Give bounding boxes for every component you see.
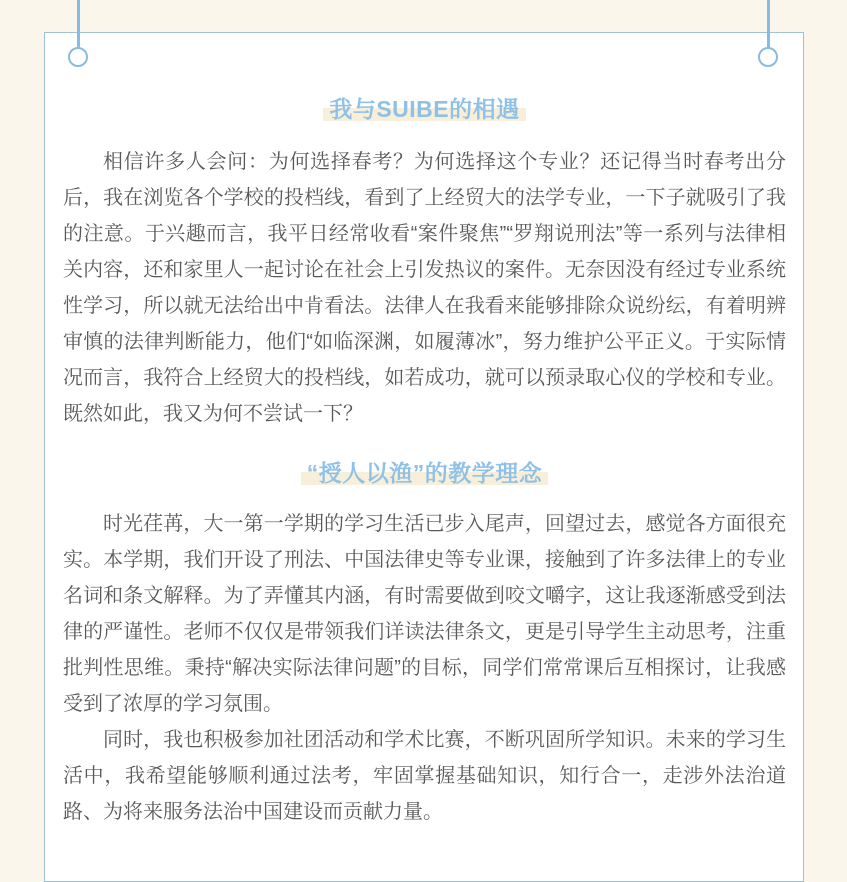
section-heading <box>63 94 786 124</box>
pin-circle-icon <box>68 47 88 67</box>
section-teaching-philosophy <box>63 458 786 830</box>
section-heading-text: “授人以渔”的教学理念 <box>301 460 549 486</box>
pin-line-icon <box>767 0 770 49</box>
section-meeting-suibe <box>63 94 786 432</box>
paragraph: 同时，我也积极参加社团活动和学术比赛，不断巩固所学知识。未来的学习生活中，我希望能够顺利通过法考，牢固掌握基础知识，知行合一，走涉外法治道路、为将来服务法治中国建设而贡献力量。 <box>63 729 786 823</box>
paragraph: 时光荏苒，大一第一学期的学习生活已步入尾声，回望过去，感觉各方面很充实。本学期，我们开设了刑法、中国法律史等专业课，接触到了许多法律上的专业名词和条文解释。为了弄懂其内涵，有时需要做到咬文嚼字，这让我逐渐感受到法律的严谨性。老师不仅仅是带领我们详读法律条文，更是引导学生主动思考，注重批判性思维。秉持“解决实际法律问题”的目标，同学们常常课后互相探讨，让我感受到了浓厚的学习氛围。 <box>63 513 786 715</box>
pin-circle-icon <box>758 47 778 67</box>
section-heading <box>63 458 786 488</box>
article-card <box>44 32 804 882</box>
paragraph: 相信许多人会问：为何选择春考？为何选择这个专业？还记得当时春考出分后，我在浏览各个学校的投档线，看到了上经贸大的法学专业，一下子就吸引了我的注意。于兴趣而言，我平日经常收看“案件聚焦”“罗翔说刑法”等一系列与法律相关内容，还和家里人一起讨论在社会上引发热议的案件。无奈因没有经过专业系统性学习，所以就无法给出中肯看法。法律人在我看来能够排除众说纷纭，有着明辨审慎的法律判断能力，他们“如临深渊，如履薄冰”，努力维护公平正义。于实际情况而言，我符合上经贸大的投档线，如若成功，就可以预录取心仪的学校和专业。既然如此，我又为何不尝试一下？ <box>63 151 786 425</box>
section-heading-text: 我与SUIBE的相遇 <box>323 96 525 122</box>
pin-line-icon <box>77 0 80 49</box>
